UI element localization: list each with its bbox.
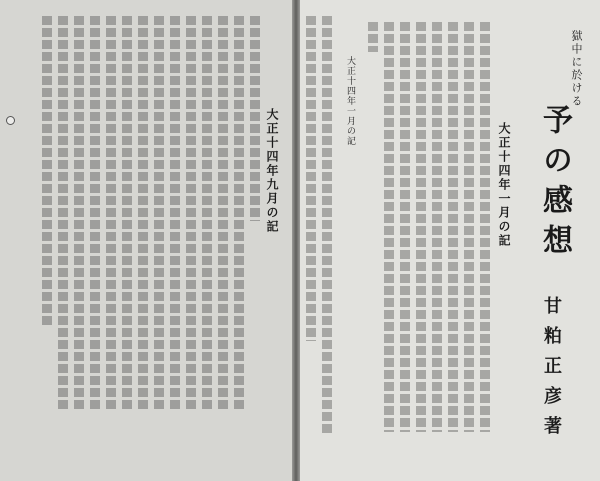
right-footer-date: 大正十四年一月の記 [345,56,355,146]
book-gutter [292,0,300,481]
left-body-text [0,0,292,481]
article-title: 予の感想 [537,104,572,264]
left-section-heading: 大正十四年九月の記 [265,108,279,234]
left-page [0,0,292,481]
article-subtitle: 獄中に於ける [570,30,583,108]
article-author: 甘粕正彦著 [541,296,562,446]
right-page [300,0,600,481]
right-section-heading: 大正十四年一月の記 [497,122,511,248]
